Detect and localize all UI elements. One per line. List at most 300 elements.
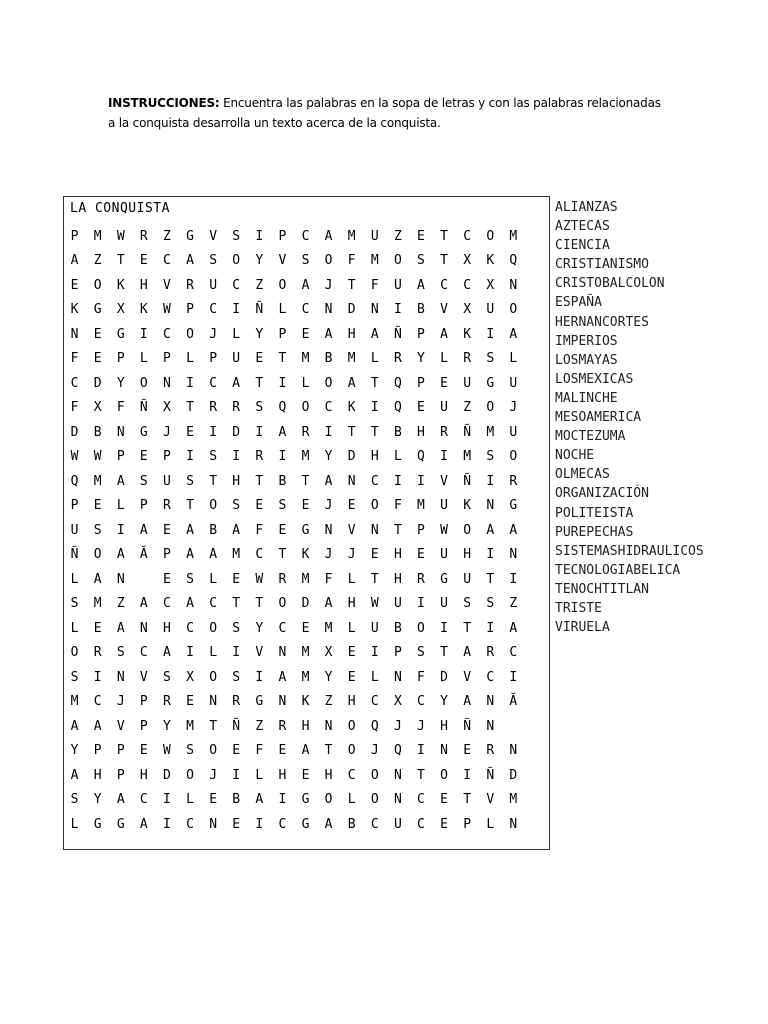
- grid-cell: L: [393, 449, 402, 465]
- grid-cell: Y: [324, 669, 333, 685]
- grid-cell: E: [163, 522, 171, 538]
- grid-cell: D: [347, 302, 356, 318]
- grid-cell: G: [93, 302, 102, 318]
- grid-cell: N: [278, 645, 287, 661]
- grid-cell: C: [209, 375, 218, 391]
- grid-cell: S: [186, 473, 194, 489]
- grid-row: [63, 469, 525, 494]
- grid-cell: R: [232, 400, 241, 416]
- grid-cell: O: [347, 743, 356, 759]
- grid-cell: C: [463, 228, 472, 244]
- word-list-item: PUREPECHAS: [555, 524, 634, 540]
- word-list-item: SISTEMASHIDRAULICOS: [555, 543, 704, 559]
- grid-cell: Y: [163, 718, 171, 734]
- grid-cell: Q: [417, 449, 425, 465]
- grid-cell: S: [417, 645, 425, 661]
- grid-cell: O: [70, 645, 79, 661]
- grid-cell: U: [463, 571, 472, 587]
- grid-cell: B: [417, 302, 425, 318]
- grid-cell: I: [255, 424, 264, 440]
- grid-cell: O: [209, 669, 218, 685]
- grid-cell: P: [209, 351, 218, 367]
- grid-cell: U: [393, 816, 402, 832]
- grid-cell: Ñ: [463, 473, 472, 489]
- grid-cell: K: [301, 694, 310, 710]
- grid-cell: V: [139, 669, 148, 685]
- grid-cell: T: [255, 473, 264, 489]
- grid-cell: U: [370, 620, 379, 636]
- grid-cell: O: [486, 400, 495, 416]
- grid-cell: J: [417, 718, 425, 734]
- grid-cell: O: [370, 792, 379, 808]
- grid-cell: I: [278, 449, 287, 465]
- grid-cell: T: [370, 571, 379, 587]
- grid-cell: O: [509, 302, 518, 318]
- grid-cell: N: [278, 694, 287, 710]
- grid-cell: E: [347, 645, 356, 661]
- grid-cell: S: [93, 522, 102, 538]
- grid-cell: I: [163, 816, 171, 832]
- grid-cell: Ñ: [232, 718, 241, 734]
- grid-cell: S: [301, 253, 310, 269]
- grid-cell: I: [232, 449, 241, 465]
- grid-cell: I: [324, 424, 333, 440]
- grid-cell: O: [139, 375, 148, 391]
- grid-row: [63, 641, 525, 666]
- grid-cell: Y: [70, 743, 79, 759]
- grid-cell: E: [139, 743, 148, 759]
- grid-cell: C: [232, 277, 241, 293]
- grid-cell: M: [301, 351, 310, 367]
- grid-cell: I: [186, 375, 194, 391]
- grid-cell: L: [440, 351, 448, 367]
- grid-cell: G: [486, 375, 495, 391]
- grid-cell: A: [301, 743, 310, 759]
- grid-cell: H: [163, 620, 171, 636]
- grid-cell: E: [301, 620, 310, 636]
- grid-cell: A: [255, 792, 264, 808]
- word-list-item: IMPERIOS: [555, 333, 618, 349]
- grid-cell: T: [278, 547, 287, 563]
- word-list-item: LOSMAYAS: [555, 352, 618, 368]
- grid-cell: R: [440, 424, 448, 440]
- grid-cell: P: [393, 645, 402, 661]
- grid-cell: O: [393, 253, 402, 269]
- grid-cell: S: [186, 571, 194, 587]
- grid-cell: O: [209, 743, 218, 759]
- grid-cell: I: [486, 326, 495, 342]
- grid-cell: N: [324, 522, 333, 538]
- grid-cell: E: [93, 351, 102, 367]
- grid-cell: I: [509, 571, 518, 587]
- grid-cell: L: [347, 792, 356, 808]
- grid-cell: Y: [116, 375, 125, 391]
- grid-cell: A: [70, 253, 79, 269]
- grid-cell: A: [278, 669, 287, 685]
- grid-cell: O: [370, 498, 379, 514]
- grid-cell: O: [486, 228, 495, 244]
- grid-cell: F: [324, 571, 333, 587]
- grid-cell: H: [139, 767, 148, 783]
- grid-cell: Z: [255, 718, 264, 734]
- grid-cell: F: [255, 522, 264, 538]
- grid-row: [63, 249, 525, 274]
- grid-cell: U: [370, 228, 379, 244]
- grid-cell: T: [278, 351, 287, 367]
- grid-cell: O: [93, 547, 102, 563]
- grid-cell: C: [417, 792, 425, 808]
- grid-cell: I: [509, 669, 518, 685]
- grid-cell: A: [116, 792, 125, 808]
- grid-cell: J: [347, 547, 356, 563]
- grid-cell: A: [116, 620, 125, 636]
- grid-cell: Ñ: [255, 302, 264, 318]
- grid-cell: L: [486, 816, 495, 832]
- grid-cell: I: [116, 522, 125, 538]
- grid-cell: O: [93, 277, 102, 293]
- grid-cell: S: [232, 620, 241, 636]
- instructions-label: INSTRUCCIONES:: [108, 96, 220, 110]
- grid-cell: J: [163, 424, 171, 440]
- grid-cell: A: [324, 816, 333, 832]
- grid-cell: U: [70, 522, 79, 538]
- grid-cell: A: [463, 645, 472, 661]
- grid-cell: G: [301, 792, 310, 808]
- grid-cell: M: [463, 449, 472, 465]
- grid-cell: J: [324, 547, 333, 563]
- grid-cell: R: [301, 424, 310, 440]
- grid-cell: E: [139, 253, 148, 269]
- grid-cell: R: [232, 694, 241, 710]
- grid-cell: I: [255, 816, 264, 832]
- grid-cell: X: [463, 302, 472, 318]
- grid-cell: H: [370, 449, 379, 465]
- grid-cell: G: [116, 326, 125, 342]
- grid-cell: J: [393, 718, 402, 734]
- grid-cell: X: [93, 400, 102, 416]
- grid-cell: D: [440, 669, 448, 685]
- grid-cell: L: [209, 571, 218, 587]
- grid-row: [63, 420, 525, 445]
- word-list-item: OLMECAS: [555, 467, 610, 483]
- grid-cell: M: [301, 449, 310, 465]
- grid-cell: O: [186, 767, 194, 783]
- grid-cell: S: [116, 645, 125, 661]
- grid-cell: T: [255, 596, 264, 612]
- grid-cell: A: [116, 473, 125, 489]
- grid-cell: A: [347, 375, 356, 391]
- grid-cell: L: [370, 669, 379, 685]
- grid-cell: R: [93, 645, 102, 661]
- grid-cell: T: [232, 596, 241, 612]
- grid-cell: C: [417, 816, 425, 832]
- grid-cell: Z: [93, 253, 102, 269]
- grid-cell: P: [116, 767, 125, 783]
- grid-cell: V: [440, 473, 448, 489]
- word-list-item: VIRUELA: [555, 620, 610, 636]
- grid-row: [63, 347, 525, 372]
- grid-cell: O: [232, 253, 241, 269]
- grid-cell: H: [347, 596, 356, 612]
- grid-cell: K: [463, 326, 472, 342]
- grid-cell: N: [486, 498, 495, 514]
- grid-cell: E: [186, 694, 194, 710]
- grid-cell: G: [440, 571, 448, 587]
- grid-cell: S: [417, 253, 425, 269]
- grid-cell: T: [347, 277, 356, 293]
- grid-cell: L: [278, 302, 287, 318]
- grid-cell: U: [393, 596, 402, 612]
- grid-row: [63, 322, 525, 347]
- grid-cell: R: [278, 718, 287, 734]
- grid-cell: N: [509, 547, 518, 563]
- grid-cell: H: [301, 718, 310, 734]
- grid-cell: R: [209, 400, 218, 416]
- grid-cell: I: [393, 473, 402, 489]
- grid-cell: U: [509, 375, 518, 391]
- word-list-item: AZTECAS: [555, 219, 610, 235]
- grid-row: [63, 518, 525, 543]
- grid-cell: F: [116, 400, 125, 416]
- grid-cell: T: [486, 571, 495, 587]
- word-list-item: CRISTIANISMO: [555, 257, 649, 273]
- grid-cell: Z: [393, 228, 402, 244]
- grid-cell: O: [301, 400, 310, 416]
- grid-cell: S: [278, 498, 287, 514]
- grid-cell: S: [139, 473, 148, 489]
- grid-cell: Ă: [139, 547, 148, 563]
- grid-cell: Y: [440, 694, 448, 710]
- grid-cell: N: [163, 375, 171, 391]
- grid-cell: T: [440, 253, 448, 269]
- grid-cell: I: [417, 596, 425, 612]
- grid-row: [63, 812, 525, 837]
- grid-cell: K: [486, 253, 495, 269]
- grid-cell: I: [232, 645, 241, 661]
- grid-cell: A: [186, 253, 194, 269]
- grid-cell: M: [301, 645, 310, 661]
- grid-cell: O: [324, 792, 333, 808]
- grid-cell: C: [186, 816, 194, 832]
- grid-cell: A: [139, 816, 148, 832]
- word-list-item: HERNANCORTES: [555, 314, 649, 330]
- grid-cell: E: [232, 571, 241, 587]
- grid-cell: S: [486, 596, 495, 612]
- grid-cell: I: [486, 620, 495, 636]
- grid-cell: E: [139, 449, 148, 465]
- grid-cell: N: [116, 669, 125, 685]
- grid-cell: K: [301, 547, 310, 563]
- grid-cell: O: [370, 767, 379, 783]
- grid-cell: H: [393, 571, 402, 587]
- grid-cell: T: [324, 743, 333, 759]
- grid-cell: I: [278, 375, 287, 391]
- grid-cell: E: [278, 522, 287, 538]
- grid-cell: A: [232, 522, 241, 538]
- grid-cell: P: [186, 302, 194, 318]
- grid-cell: N: [139, 620, 148, 636]
- grid-cell: H: [232, 473, 241, 489]
- grid-cell: N: [324, 302, 333, 318]
- grid-row: [63, 788, 525, 813]
- grid-cell: N: [486, 694, 495, 710]
- grid-cell: W: [370, 596, 379, 612]
- grid-cell: E: [232, 743, 241, 759]
- grid-cell: E: [278, 743, 287, 759]
- grid-cell: O: [347, 718, 356, 734]
- grid-cell: D: [93, 375, 102, 391]
- grid-cell: O: [440, 767, 448, 783]
- grid-cell: M: [301, 571, 310, 587]
- grid-cell: P: [163, 449, 171, 465]
- word-list-item: NOCHE: [555, 448, 595, 464]
- grid-cell: S: [163, 669, 171, 685]
- grid-cell: P: [463, 816, 472, 832]
- word-list-item: LOSMEXICAS: [555, 371, 634, 387]
- grid-cell: N: [393, 669, 402, 685]
- grid-cell: I: [163, 792, 171, 808]
- grid-cell: E: [440, 375, 448, 391]
- grid-cell: R: [486, 743, 495, 759]
- grid-cell: H: [347, 694, 356, 710]
- grid-cell: L: [509, 351, 518, 367]
- grid-cell: A: [509, 620, 518, 636]
- grid-cell: U: [463, 375, 472, 391]
- grid-cell: B: [393, 424, 402, 440]
- grid-cell: E: [163, 571, 171, 587]
- grid-cell: S: [70, 596, 79, 612]
- grid-cell: S: [463, 596, 472, 612]
- grid-cell: Ñ: [139, 400, 148, 416]
- grid-cell: K: [70, 302, 79, 318]
- grid-row: [63, 494, 525, 519]
- grid-cell: P: [116, 449, 125, 465]
- grid-cell: Ñ: [463, 424, 472, 440]
- grid-row: [63, 714, 525, 739]
- grid-cell: J: [509, 400, 518, 416]
- grid-cell: A: [417, 277, 425, 293]
- grid-cell: I: [186, 645, 194, 661]
- grid-cell: R: [417, 571, 425, 587]
- grid-cell: P: [139, 694, 148, 710]
- word-list-item: CIENCIA: [555, 238, 610, 254]
- grid-cell: V: [278, 253, 287, 269]
- grid-cell: M: [347, 228, 356, 244]
- grid-cell: R: [463, 351, 472, 367]
- grid-cell: W: [440, 522, 448, 538]
- grid-cell: L: [209, 645, 218, 661]
- grid-row: [63, 273, 525, 298]
- grid-cell: C: [209, 302, 218, 318]
- grid-cell: E: [93, 326, 102, 342]
- grid-cell: L: [186, 351, 194, 367]
- grid-cell: Ñ: [486, 767, 495, 783]
- grid-cell: T: [186, 498, 194, 514]
- grid-cell: W: [163, 743, 171, 759]
- grid-cell: S: [70, 669, 79, 685]
- grid-cell: C: [486, 669, 495, 685]
- grid-cell: U: [509, 424, 518, 440]
- grid-cell: H: [139, 277, 148, 293]
- grid-cell: B: [393, 620, 402, 636]
- grid-cell: M: [509, 228, 518, 244]
- grid-cell: L: [186, 792, 194, 808]
- grid-cell: A: [324, 228, 333, 244]
- grid-cell: R: [486, 645, 495, 661]
- grid-cell: H: [324, 767, 333, 783]
- grid-cell: Y: [417, 351, 425, 367]
- grid-cell: U: [440, 547, 448, 563]
- grid-cell: L: [232, 326, 241, 342]
- grid-cell: C: [463, 277, 472, 293]
- grid-row: [63, 739, 525, 764]
- grid-cell: J: [209, 326, 218, 342]
- grid-cell: D: [70, 424, 79, 440]
- grid-cell: K: [116, 277, 125, 293]
- grid-cell: B: [209, 522, 218, 538]
- grid-cell: F: [417, 669, 425, 685]
- word-list-item: CRISTOBALCOLON: [555, 276, 665, 292]
- grid-row: [63, 543, 525, 568]
- grid-cell: G: [301, 816, 310, 832]
- grid-cell: T: [347, 424, 356, 440]
- word-list-item: TECNOLOGIABELICA: [555, 562, 681, 578]
- grid-cell: V: [116, 718, 125, 734]
- grid-cell: C: [209, 596, 218, 612]
- grid-cell: C: [370, 473, 379, 489]
- grid-cell: E: [440, 792, 448, 808]
- grid-cell: L: [347, 620, 356, 636]
- grid-cell: I: [255, 669, 264, 685]
- grid-cell: Q: [393, 743, 402, 759]
- grid-cell: F: [393, 498, 402, 514]
- grid-cell: N: [509, 277, 518, 293]
- grid-cell: L: [116, 498, 125, 514]
- grid-cell: Z: [324, 694, 333, 710]
- grid-cell: H: [278, 767, 287, 783]
- grid-cell: Y: [255, 620, 264, 636]
- grid-cell: C: [324, 400, 333, 416]
- grid-cell: U: [440, 400, 448, 416]
- grid-cell: M: [93, 596, 102, 612]
- grid-cell: V: [347, 522, 356, 538]
- grid-cell: L: [70, 816, 79, 832]
- grid-cell: C: [370, 694, 379, 710]
- word-list-item: TRISTE: [555, 600, 602, 616]
- grid-cell: I: [93, 669, 102, 685]
- grid-cell: N: [116, 571, 125, 587]
- grid-cell: J: [209, 767, 218, 783]
- grid-cell: A: [278, 424, 287, 440]
- grid-cell: E: [93, 498, 102, 514]
- grid-cell: C: [163, 253, 171, 269]
- grid-cell: S: [232, 669, 241, 685]
- grid-cell: V: [209, 228, 218, 244]
- grid-cell: O: [324, 375, 333, 391]
- grid-cell: P: [70, 228, 79, 244]
- grid-cell: M: [93, 228, 102, 244]
- instructions-text: Encuentra las palabras en la sopa de letras y con las palabras relacionadas a la conquista desarrolla un texto acerca de la conquista.: [108, 96, 661, 130]
- grid-cell: I: [370, 400, 379, 416]
- grid-cell: R: [278, 571, 287, 587]
- grid-cell: U: [393, 277, 402, 293]
- grid-cell: H: [440, 718, 448, 734]
- grid-row: [63, 445, 525, 470]
- grid-row: [63, 224, 525, 249]
- grid-cell: G: [93, 816, 102, 832]
- grid-cell: P: [93, 743, 102, 759]
- grid-cell: P: [278, 326, 287, 342]
